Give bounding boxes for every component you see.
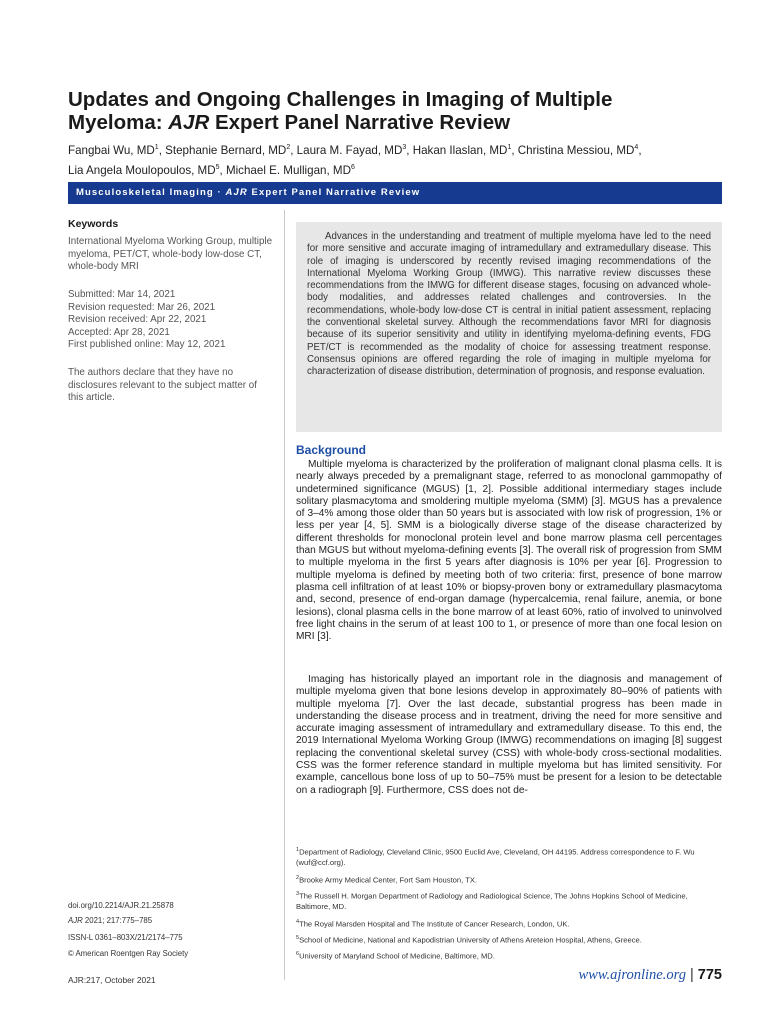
copyright-notice: © American Roentgen Ray Society (68, 949, 189, 958)
affiliation-footnote: $^5$School of Medicine, National and Kapodistrian University of Athens Areteion Hospital, Athens, Greece. (296, 935, 642, 945)
body-paragraph: Multiple myeloma is characterized by the proliferation of malignant clonal plasma cells. It is nearly always preceded by a premalignant stage, referred to as monoclonal gammopathy of undetermined significance (MGUS) [1, 2]. Possible additional intermediary stages include solitary plasmacytoma and smoldering multiple myeloma (SMM) [3]. MGUS has a prevalence of 3–4% among those older than 50 years but is associated with low risk of progression, 1% or less per year [4, 5]. SMM is a biologically diverse stage of the disease characterized by different thresholds for monoclonal protein level and bone marrow plasma cell percentages than MGUS but without myeloma-defining events [3]. The overall risk of progression from SMM to multiple myeloma in the first 5 years after diagnosis is 10% per year [6]. Progression to multiple myeloma is defined by meeting both of two criteria: first, presence of bone marrow plasma cell infiltration of at least 10% or biopsy-proven bony or extramedullary plasmacytoma and, second, presence of end-organ damage (hypercalcemia, renal failure, anemia, or bone lesions), clonal plasma cells in the bone marrow of at least 60%, ratio of involved to uninvolved free light chains in the serum of at least 100 to 1, or presence of more than one focal lesion on MRI [3]. (296, 459, 722, 643)
affiliation-footnote: $^3$The Russell H. Morgan Department of Radiology and Radiological Science, The Johns Hopkins School of Medicine, Baltimore, MD. (296, 891, 688, 912)
doi-link[interactable]: doi.org/10.2214/AJR.21.25878 (68, 901, 174, 910)
affiliation-footnote: $^6$University of Maryland School of Medicine, Baltimore, MD. (296, 951, 495, 961)
date-revision-requested: Revision requested: Mar 26, 2021 (68, 301, 216, 313)
abstract-box: Advances in the understanding and treatment of multiple myeloma have led to the need for more sensitive and accurate imaging of intramedullary and extramedullary disease. This role of imaging is underscored by recently revised imaging recommendations of the International Myeloma Working Group (IMWG). This narrative review discusses these recommendations from the IMWG for different disease stages, focusing on advanced whole-body modalities, and addresses related challenges and controversies. In the recommendations, whole-body low-dose CT is central in initial patient assessment, replacing the conventional skeletal survey. Although the recommendations favor MRI for diagnosis because of its superior sensitivity and utility in identifying myeloma-defining events, FDG PET/CT is recommended as the modality of choice for assessing treatment response. Consensus opinions are offered regarding the role of imaging in multiple myeloma for characterization of disease distribution, determination of prognosis, and response evaluation. (296, 222, 722, 432)
article-title (68, 88, 708, 134)
affiliation-footnote: $^1$Department of Radiology, Cleveland Clinic, 9500 Euclid Ave, Cleveland, OH 44195. Address correspondence to F. Wu (wuf@ccf.org). (296, 847, 695, 868)
background-heading: Background (296, 443, 367, 457)
keywords-list: International Myeloma Working Group, multiple myeloma, PET/CT, whole-body low-dose CT, whole-body MRI (68, 236, 273, 272)
keywords-heading: Keywords (68, 218, 119, 230)
column-divider (284, 210, 285, 980)
footer-separator: | (685, 967, 698, 983)
author: Fangbai Wu, $MD^1$, (68, 143, 166, 157)
body-paragraph: Imaging has historically played an important role in the diagnosis and management of multiple myeloma given that bone lesions develop in approximately 80–90% of patients with multiple myeloma [7]. Over the last decade, substantial progress has been made in understanding the disease process and in treatment, driving the need for more sensitive and accurate imaging assessment of intramedullary and extramedullary disease. To this end, the 2019 International Myeloma Working Group (IMWG) recommendations on imaging [8] suggest replacing the conventional skeletal survey (CSS) with whole-body cross-sectional modalities. CSS was the former reference standard in multiple myeloma but has limited sensitivity. For example, cancellous bone loss of up to 50–75% must be present for a lesion to be detectable on a radiograph [9]. Furthermore, CSS does not de- (296, 674, 722, 796)
submission-dates (68, 289, 273, 352)
author: Stephanie Bernard, $MD^2$, (165, 143, 297, 157)
author: Michael E. Mulligan, $MD^6$ (225, 163, 355, 177)
affiliation-footnote: $^4$The Royal Marsden Hospital and The Institute of Cancer Research, London, UK. (296, 919, 570, 929)
author: Lia Angela Moulopoulos, $MD^5$, (68, 163, 226, 177)
affiliation-footnote: $^2$Brooke Army Medical Center, Fort Sam Houston, TX. (296, 875, 478, 885)
issn-info: ISSN-L 0361–803X/21/2174–775 (68, 933, 183, 942)
date-published: First published online: May 12, 2021 (68, 339, 226, 350)
citation-info: AJR 2021; 217:775–785 (68, 916, 153, 925)
title-line2-prefix: Myeloma: (68, 111, 169, 134)
author: Laura M. Fayad, $MD^3$, (296, 143, 413, 157)
author: Christina Messiou, $MD^4$, (517, 143, 642, 157)
section-banner: Musculoskeletal Imaging · AJR Expert Panel Narrative Review (68, 182, 722, 204)
disclosure-statement: The authors declare that they have no disclosures relevant to the subject matter of this article. (68, 367, 257, 403)
journal-issue-footer: AJR:217, October 2021 (68, 975, 156, 985)
title-line2-suffix: Expert Panel Narrative Review (209, 111, 511, 134)
author-list (68, 139, 718, 179)
date-accepted: Accepted: Apr 28, 2021 (68, 326, 170, 338)
date-revision-received: Revision received: Apr 22, 2021 (68, 314, 207, 325)
title-journal: AJR (168, 111, 210, 134)
journal-website-link[interactable]: www.ajronline.org (578, 967, 686, 983)
author: Hakan Ilaslan, $MD^1$, (412, 143, 518, 157)
title-line1: Updates and Ongoing Challenges in Imaging of Multiple (68, 88, 613, 111)
page-number: 775 (697, 967, 722, 983)
date-submitted: Submitted: Mar 14, 2021 (68, 289, 176, 300)
page-footer (579, 967, 722, 984)
